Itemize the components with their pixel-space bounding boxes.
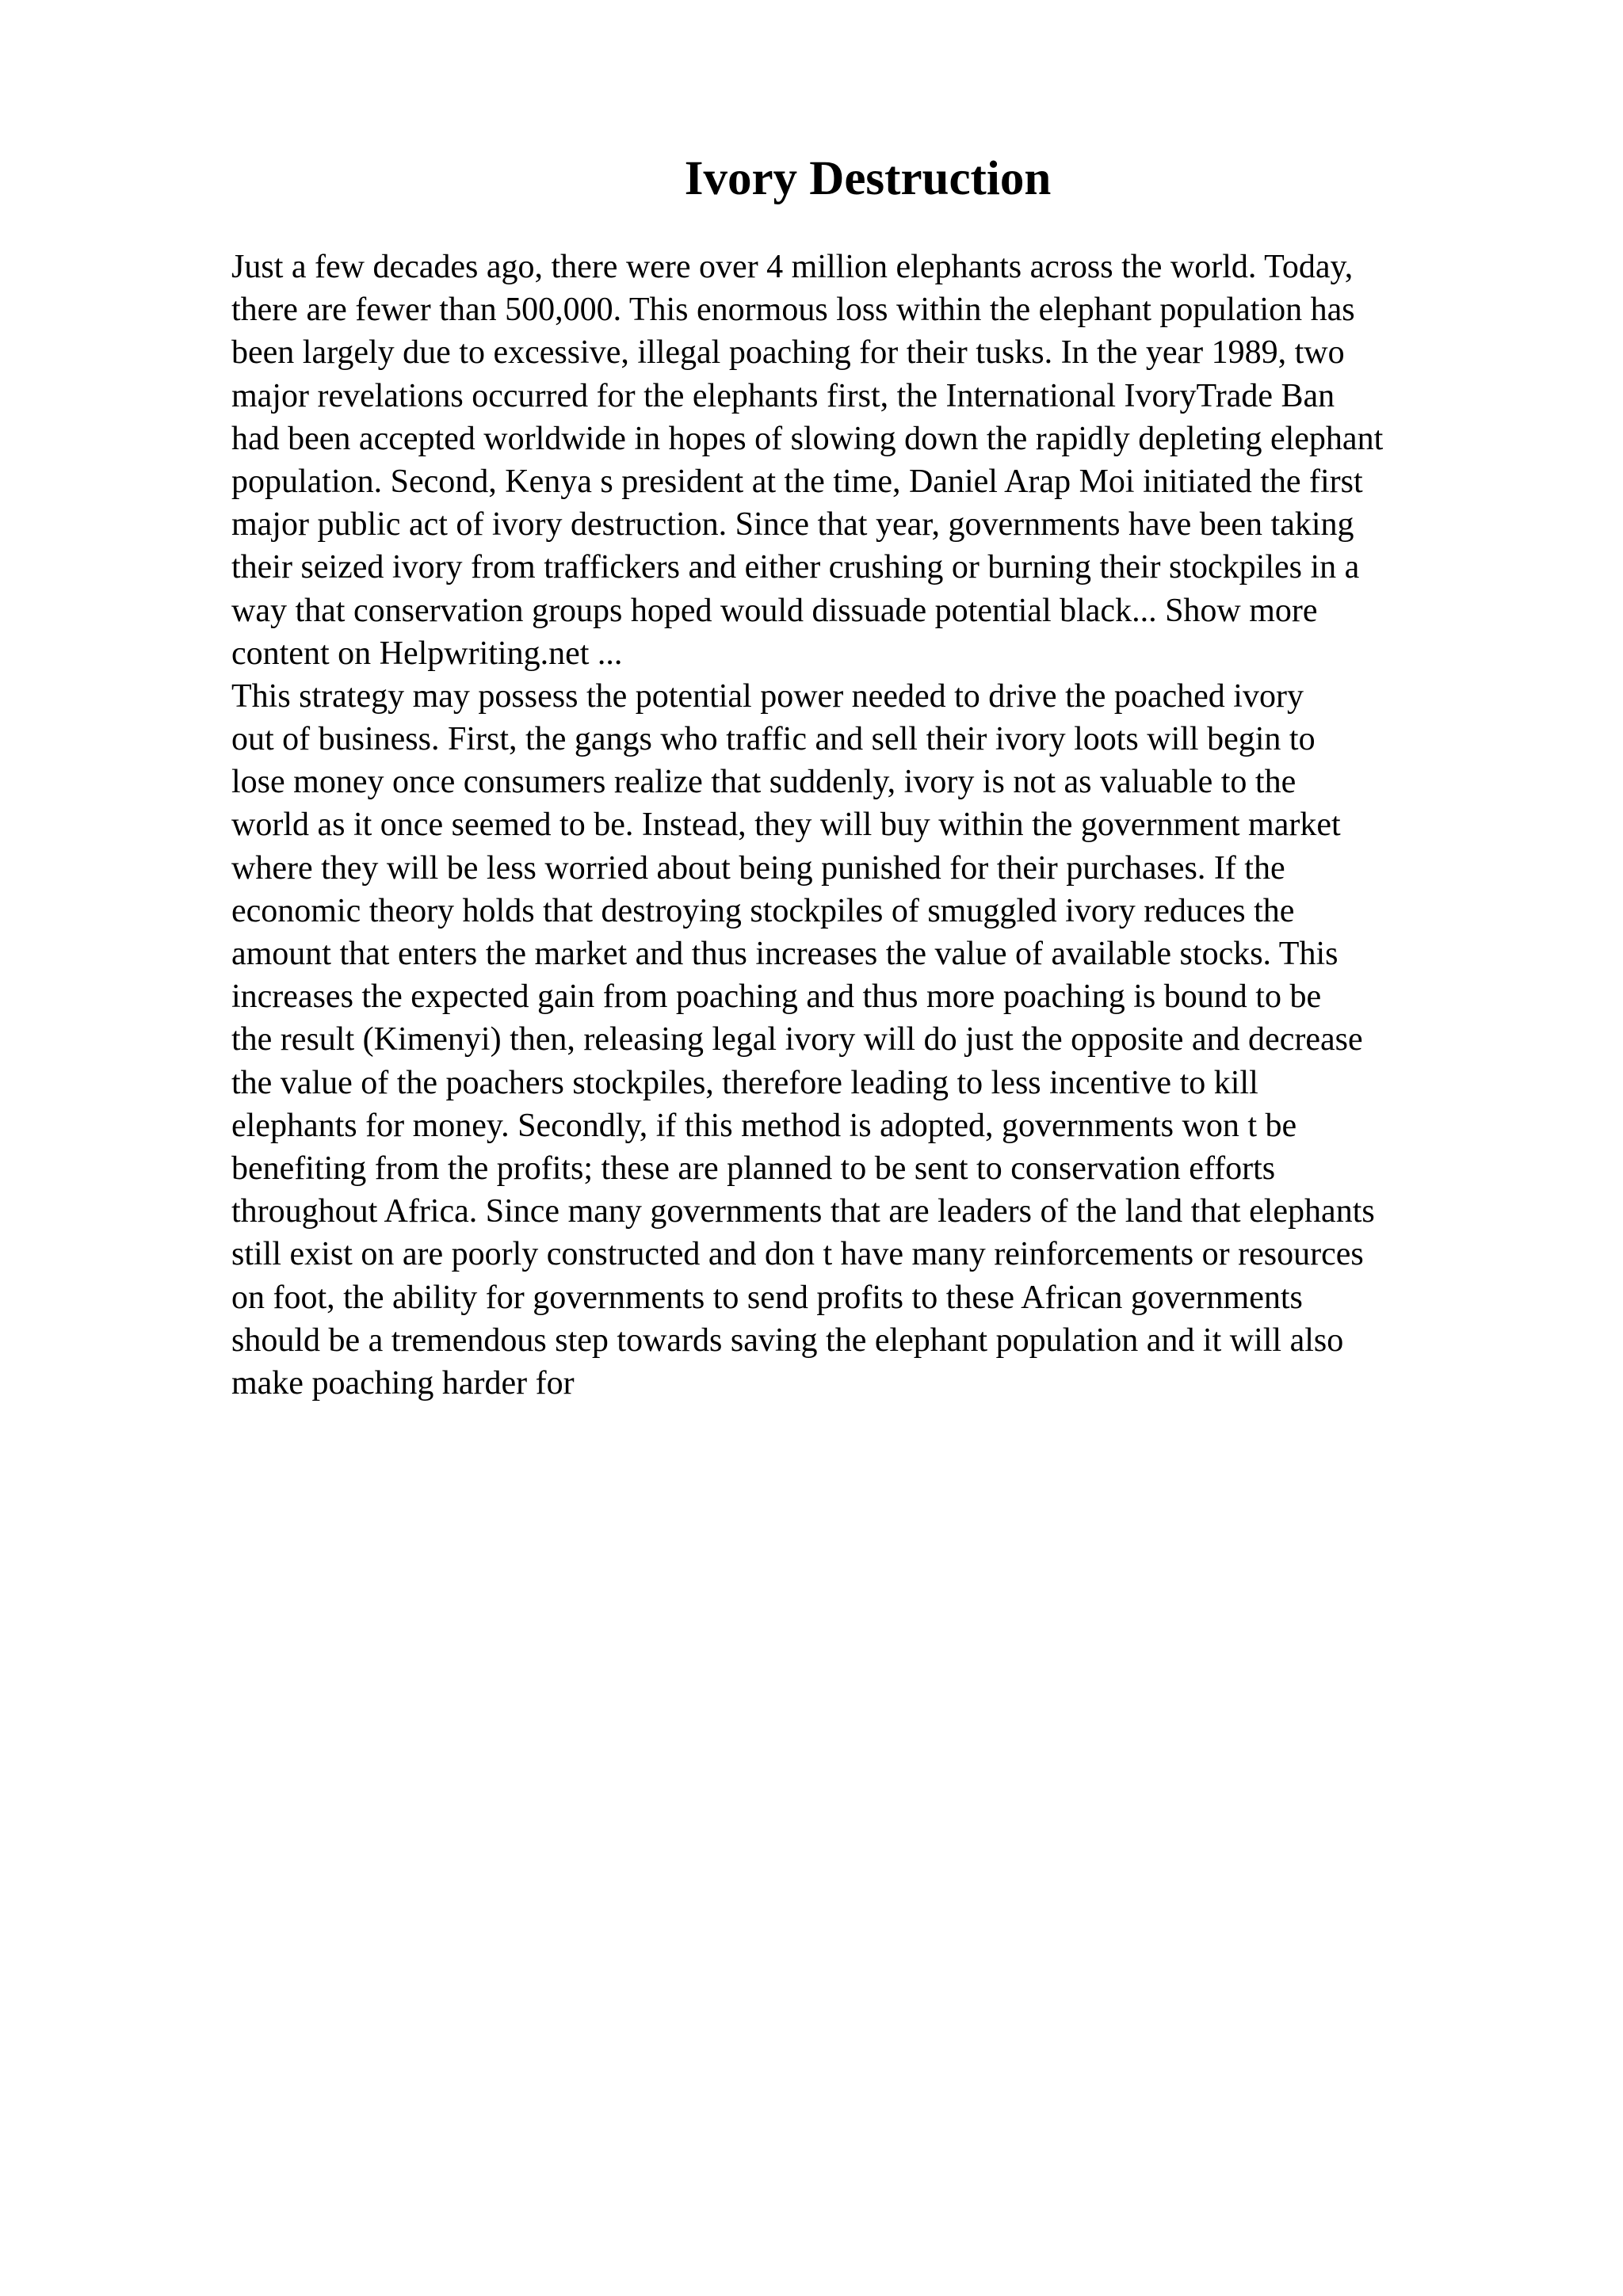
body-line: make poaching harder for xyxy=(231,1364,575,1402)
document-title: Ivory Destruction xyxy=(684,152,1052,205)
body-line: where they will be less worried about being punished for their purchases. If the xyxy=(231,849,1285,887)
body-line: This strategy may possess the potential power needed to drive the poached ivory xyxy=(231,677,1304,715)
body-line: there are fewer than 500,000. This enormous loss within the elephant population has xyxy=(231,292,1355,329)
body-line: major public act of ivory destruction. Since that year, governments have been taking xyxy=(231,506,1354,543)
body-line: Just a few decades ago, there were over 4 million elephants across the world. Today, xyxy=(231,249,1354,285)
body-line: world as it once seemed to be. Instead, they will buy within the government market xyxy=(231,807,1341,844)
body-line: population. Second, Kenya s president at the time, Daniel Arap Moi initiated the first xyxy=(231,463,1363,500)
body-line: should be a tremendous step towards saving the elephant population and it will also xyxy=(231,1322,1344,1359)
body-line: the value of the poachers stockpiles, therefore leading to less incentive to kill xyxy=(231,1064,1258,1101)
body-line: way that conservation groups hoped would dissuade potential black... Show more xyxy=(231,592,1318,629)
body-line: economic theory holds that destroying stockpiles of smuggled ivory reduces the xyxy=(231,892,1295,929)
body-line: their seized ivory from traffickers and either crushing or burning their stockpiles in a xyxy=(231,549,1360,586)
body-line: on foot, the ability for governments to send profits to these African governments xyxy=(231,1279,1303,1316)
body-line: major revelations occurred for the elephants first, the International IvoryTrade Ban xyxy=(231,377,1335,414)
body-line: had been accepted worldwide in hopes of slowing down the rapidly depleting elephant xyxy=(231,420,1384,457)
body-line: benefiting from the profits; these are planned to be sent to conservation efforts xyxy=(231,1150,1276,1187)
body-line: out of business. First, the gangs who traffic and sell their ivory loots will begin to xyxy=(231,721,1316,758)
document-body xyxy=(231,246,1531,1405)
body-line: lose money once consumers realize that suddenly, ivory is not as valuable to the xyxy=(231,764,1296,801)
body-line: been largely due to excessive, illegal poaching for their tusks. In the year 1989, two xyxy=(231,334,1345,372)
body-line: content on Helpwriting.net ... xyxy=(231,635,623,672)
body-line: amount that enters the market and thus increases the value of available stocks. This xyxy=(231,936,1338,972)
body-line: elephants for money. Secondly, if this method is adopted, governments won t be xyxy=(231,1107,1297,1144)
body-line: increases the expected gain from poaching and thus more poaching is bound to be xyxy=(231,978,1322,1016)
body-line: throughout Africa. Since many governments that are leaders of the land that elephants xyxy=(231,1193,1375,1230)
body-line: still exist on are poorly constructed and don t have many reinforcements or resources xyxy=(231,1236,1364,1273)
body-line: the result (Kimenyi) then, releasing legal ivory will do just the opposite and decrease xyxy=(231,1021,1363,1058)
